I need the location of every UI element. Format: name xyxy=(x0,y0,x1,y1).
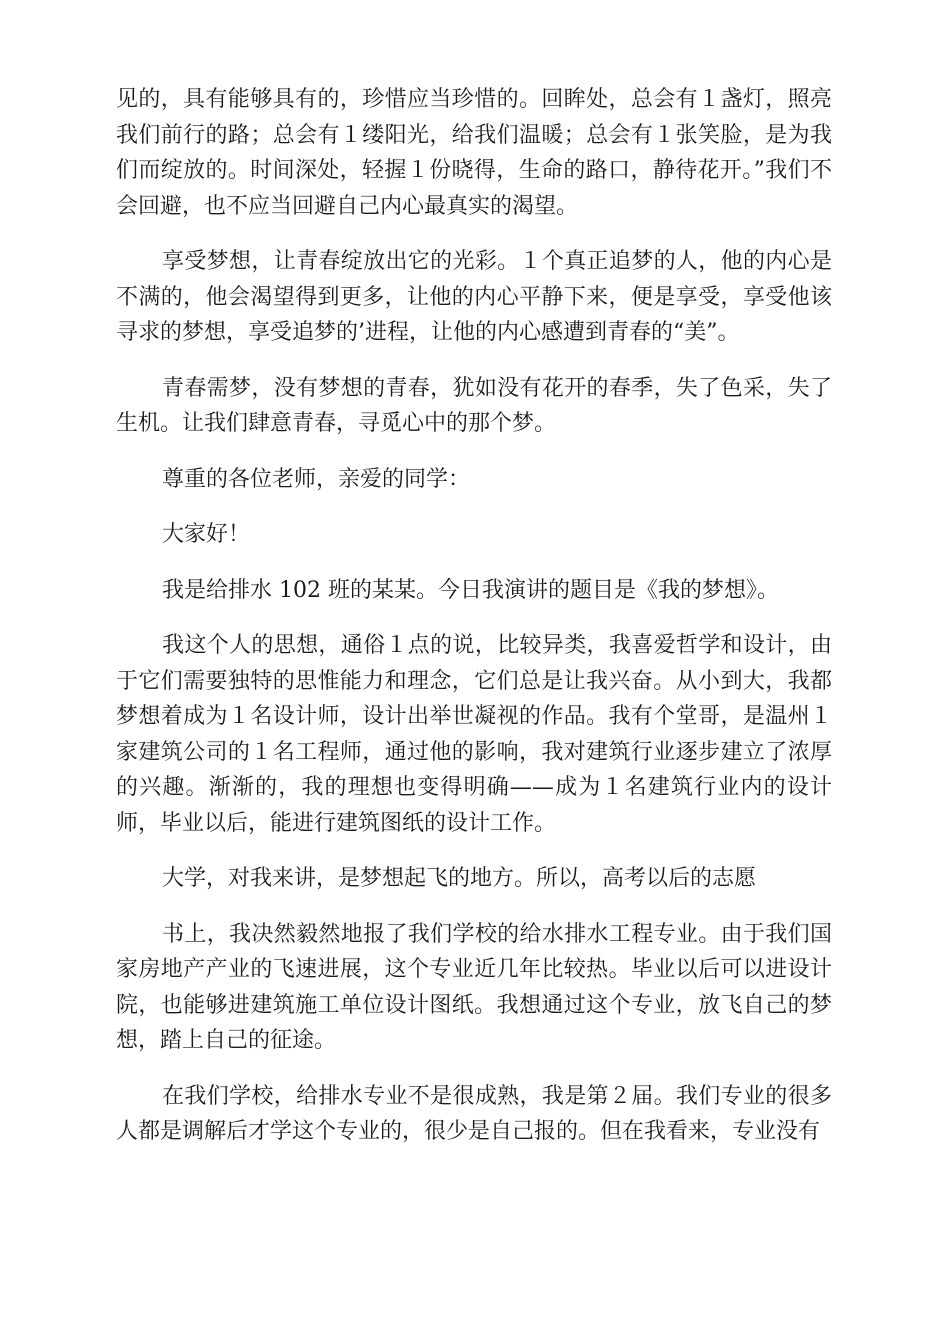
paragraph-10: 在我们学校，给排水专业不是很成熟，我是第２届。我们专业的很多人都是调解后才学这个专业的，很少是自己报的。但在我看来，专业没有 xyxy=(116,1083,832,1144)
paragraph-4-salutation: 尊重的各位老师，亲爱的同学： xyxy=(162,466,471,492)
paragraph-6: 我是给排水 102 班的某某。今日我演讲的题目是《我的梦想》。 xyxy=(162,577,779,603)
paragraph-2: 享受梦想，让青春绽放出它的光彩。１个真正追梦的人，他的内心是不满的，他会渴望得到更多，让他的内心平静下来，便是享受，享受他该寻求的梦想，享受追梦的’进程，让他的内心感遭到青春的“美”。 xyxy=(116,249,832,345)
paragraph-3: 青春需梦，没有梦想的青春，犹如没有花开的春季，失了色采，失了生机。让我们肆意青春，寻觅心中的那个梦。 xyxy=(116,375,832,436)
paragraph-1: 见的，具有能够具有的，珍惜应当珍惜的。回眸处，总会有１盏灯，照亮我们前行的路；总会有１缕阳光，给我们温暖；总会有１张笑脸，是为我们而绽放的。时间深处，轻握１份晓得，生命的路口，静待花开。”我们不会回避，也不应当回避自己内心最真实的渴望。 xyxy=(116,87,832,219)
document-body xyxy=(116,82,832,1170)
paragraph-9: 书上，我决然毅然地报了我们学校的给水排水工程专业。由于我们国家房地产产业的飞速进展，这个专业近几年比较热。毕业以后可以进设计院，也能够进建筑施工单位设计图纸。我想通过这个专业，放飞自己的梦想，踏上自己的征途。 xyxy=(116,921,832,1053)
paragraph-7: 我这个人的思想，通俗１点的说，比较异类，我喜爱哲学和设计，由于它们需要独特的思惟能力和理念，它们总是让我兴奋。从小到大，我都梦想着成为１名设计师，设计出举世凝视的作品。我有个堂哥，是温州１家建筑公司的１名工程师，通过他的影响，我对建筑行业逐步建立了浓厚的兴趣。渐渐的，我的理想也变得明确——成为１名建筑行业内的设计师，毕业以后，能进行建筑图纸的设计工作。 xyxy=(116,633,832,836)
paragraph-8: 大学，对我来讲，是梦想起飞的地方。所以，高考以后的志愿 xyxy=(162,866,757,891)
paragraph-5-greeting: 大家好！ xyxy=(162,522,251,547)
